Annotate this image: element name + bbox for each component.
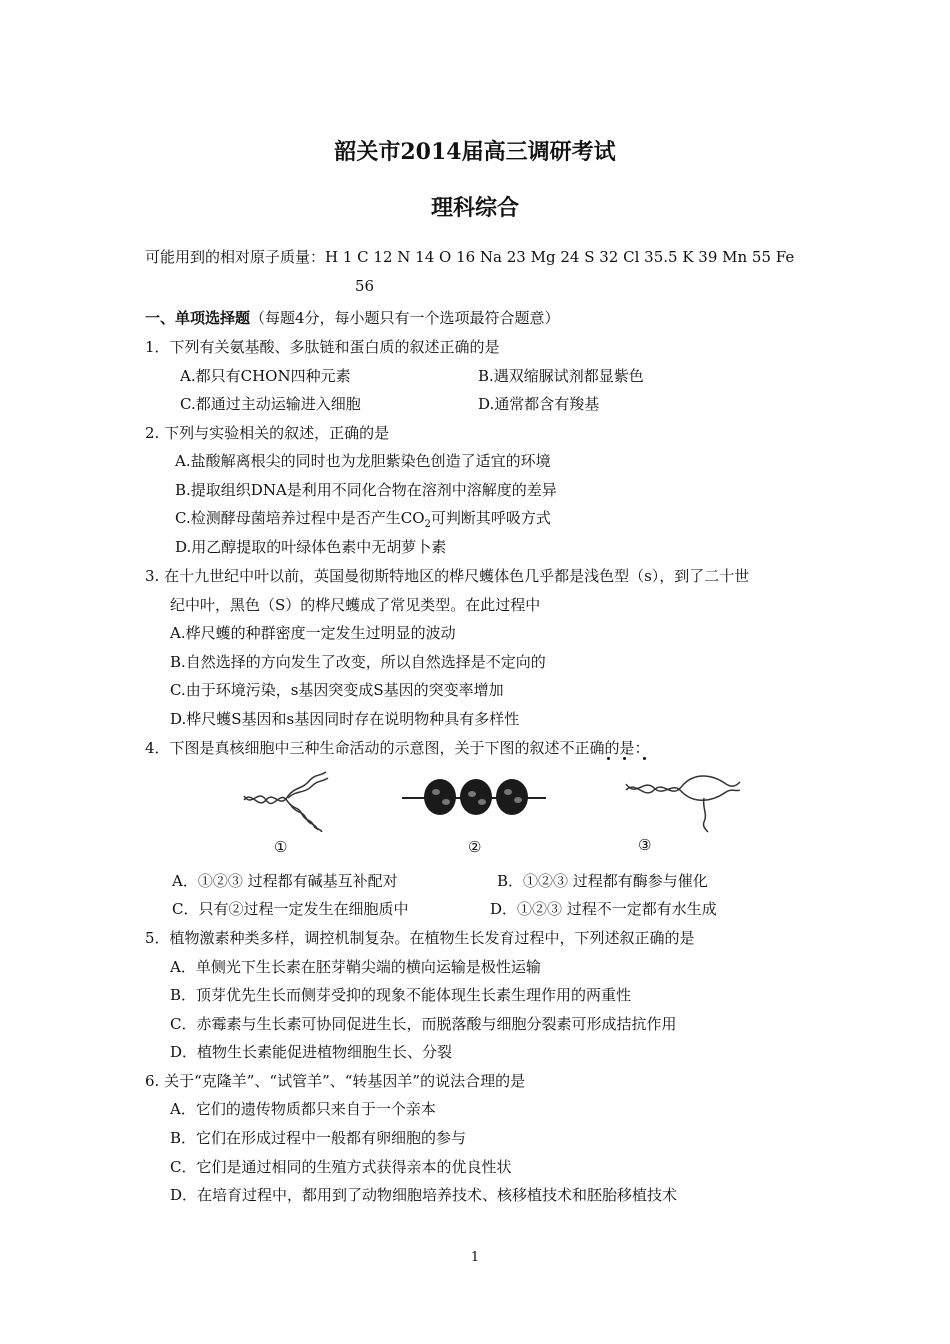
atomic-mass-line-2: 56: [355, 277, 375, 295]
q2-option-c-subscript: 2: [424, 519, 431, 530]
q6-stem: 6. 关于“克隆羊”、“试管羊”、“转基因羊”的说法合理的是: [145, 1072, 526, 1090]
page-number: 1: [470, 1250, 480, 1265]
q3-option-b: B.自然选择的方向发生了改变，所以自然选择是不定向的: [170, 653, 546, 671]
q3-stem-line-2: 纪中叶，黑色（S）的桦尺蠖成了常见类型。在此过程中: [170, 596, 541, 614]
q3-option-a: A.桦尺蠖的种群密度一定发生过明显的波动: [170, 624, 456, 642]
q5-option-c: C．赤霉素与生长素可协同促进生长，而脱落酸与细胞分裂素可形成拮抗作用: [170, 1015, 677, 1033]
q5-option-d: D．植物生长素能促进植物细胞生长、分裂: [170, 1043, 453, 1061]
q2-option-c-text: C.检测酵母菌培养过程中是否产生CO: [175, 509, 425, 527]
q3-stem-line-1: 3. 在十九世纪中叶以前，英国曼彻斯特地区的桦尺蠖体色几乎都是浅色型（s），到了二十世: [145, 567, 750, 585]
q1-option-c: C.都通过主动运输进入细胞: [180, 395, 361, 413]
figure-label-2: ②: [468, 838, 482, 856]
q6-option-b: B．它们在形成过程中一般都有卵细胞的参与: [170, 1129, 467, 1147]
q5-stem: 5．植物激素种类多样，调控机制复杂。在植物生长发育过程中，下列述叙正确的是: [145, 929, 695, 947]
q1-option-d: D.通常都含有羧基: [478, 395, 600, 413]
emphasis-dot: [643, 757, 646, 760]
figure-label-3: ③: [638, 836, 652, 854]
q2-option-b: B.提取组织DNA是利用不同化合物在溶剂中溶解度的差异: [175, 481, 557, 499]
exam-title: 韶关市2014届高三调研考试: [334, 139, 616, 165]
atomic-mass-line-1: 可能用到的相对原子质量：H 1 C 12 N 14 O 16 Na 23 Mg 24 S 32 Cl 35.5 K 39 Mn 55 Fe: [145, 248, 795, 266]
q5-option-b: B．顶芽优先生长而侧芽受抑的现象不能体现生长素生理作用的两重性: [170, 986, 632, 1004]
exam-subtitle: 理科综合: [430, 195, 519, 221]
q2-option-c: [175, 508, 551, 535]
q5-option-a: A．单侧光下生长素在胚芽鞘尖端的横向运输是极性运输: [170, 958, 541, 976]
figure-label-1: ①: [274, 838, 288, 856]
q2-option-a: A.盐酸解离根尖的同时也为龙胆紫染色创造了适宜的环境: [175, 452, 551, 470]
q6-option-a: A．它们的遗传物质都只来自于一个亲本: [170, 1100, 436, 1118]
dna-replication-figure: [240, 770, 330, 832]
emphasis-dot: [623, 757, 626, 760]
q6-option-d: D．在培育过程中，都用到了动物细胞培养技术、核移植技术和胚胎移植技术: [170, 1186, 678, 1204]
q4-option-a: A．①②③ 过程都有碱基互补配对: [172, 872, 398, 890]
section-heading-note: （每题4分，每小题只有一个选项最符合题意）: [250, 309, 560, 327]
q1-option-b: B.遇双缩脲试剂都显紫色: [478, 367, 644, 385]
section-heading-title: 一、单项选择题: [145, 309, 251, 327]
q4-option-b: B．①②③ 过程都有酶参与催化: [497, 872, 708, 890]
q6-option-c: C．它们是通过相同的生殖方式获得亲本的优良性状: [170, 1158, 512, 1176]
q4-option-d: D．①②③ 过程不一定都有水生成: [490, 900, 717, 918]
q1-option-a: A.都只有CHON四种元素: [180, 367, 351, 385]
q4-option-c: C．只有②过程一定发生在细胞质中: [172, 900, 409, 918]
q4-stem: 4．下图是真核细胞中三种生命活动的示意图，关于下图的叙述不正确的是：: [145, 739, 650, 757]
q3-option-c: C.由于环境污染，s基因突变成S基因的突变率增加: [170, 681, 504, 699]
q3-option-d: D.桦尺蠖S基因和s基因同时存在说明物种具有多样性: [170, 710, 520, 728]
translation-figure: [400, 772, 548, 822]
transcription-figure: [622, 768, 742, 834]
q2-stem: 2. 下列与实验相关的叙述，正确的是: [145, 424, 390, 442]
q2-option-d: D.用乙醇提取的叶绿体色素中无胡萝卜素: [175, 538, 447, 556]
q1-stem: 1．下列有关氨基酸、多肽链和蛋白质的叙述正确的是: [145, 338, 500, 356]
emphasis-dot: [607, 757, 610, 760]
section-heading: [145, 308, 560, 328]
q2-option-c-text-end: 可判断其呼吸方式: [430, 509, 551, 527]
